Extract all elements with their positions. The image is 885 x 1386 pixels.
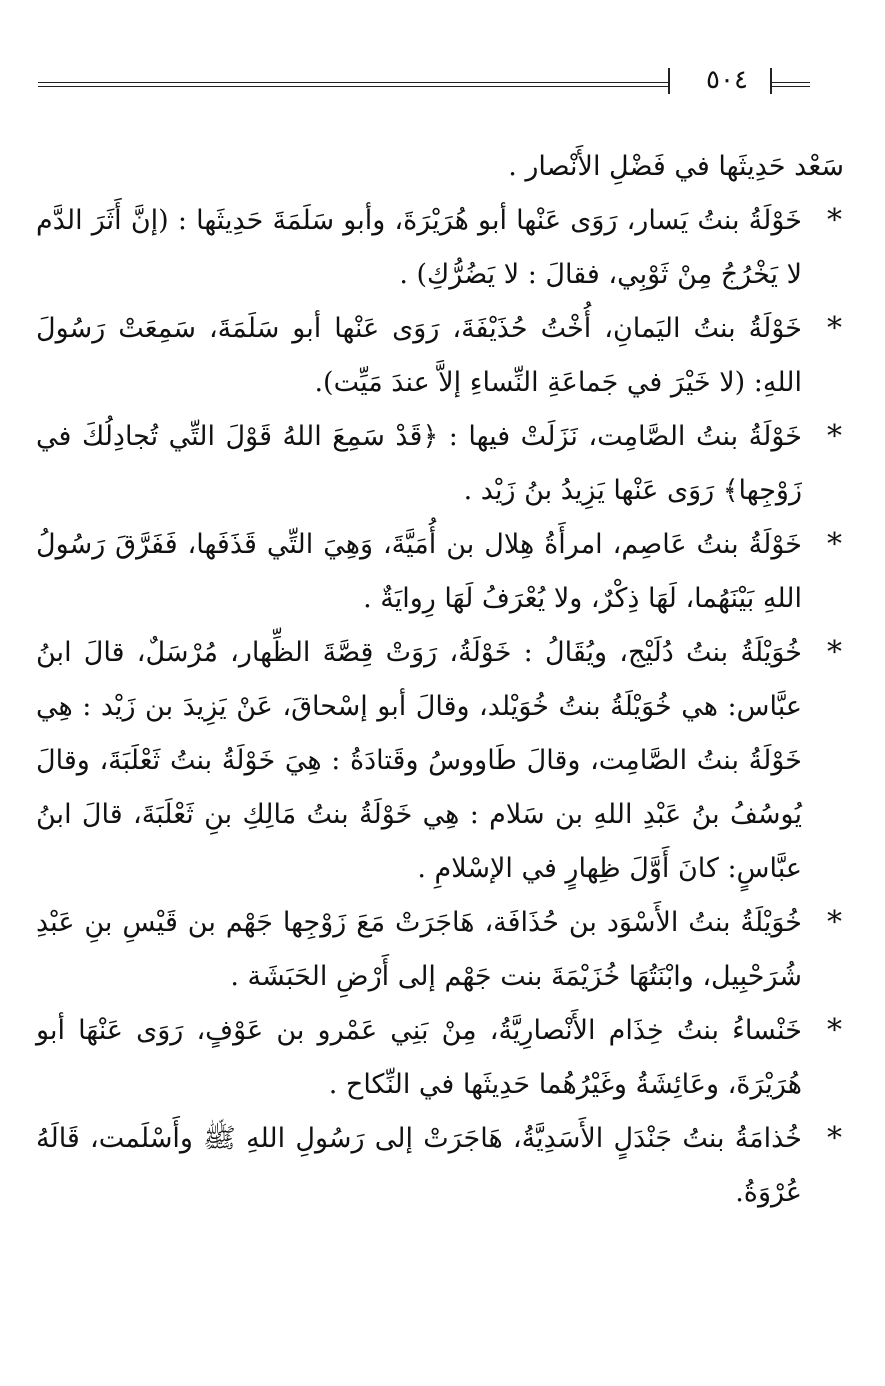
entry-khawla-asim <box>36 518 844 626</box>
asterisk-icon: * <box>827 905 842 940</box>
entry-text: خَنْساءُ بنتُ خِذَام الأَنْصارِيَّةُ، مِنْ بَنِي عَمْرو بن عَوْفٍ، رَوَى عَنْهَا أبو هُرَيْرَةَ، وعَائِشَةُ وغَيْرُهُما حَدِيثَها في النِّكاح . <box>36 1015 802 1100</box>
entry-text: خَوْلَةُ بنتُ يَسار، رَوَى عَنْها أبو هُرَيْرَةَ، وأبو سَلَمَةَ حَدِيثَها : (إنَّ أَثَرَ الدَّم لا يَخْرُجُ مِنْ ثَوْبِي، فقالَ : لا يَضُرُّكِ) . <box>36 205 802 290</box>
entry-khawla-yaman <box>36 302 844 410</box>
header-rule-left <box>38 82 668 83</box>
entry-khawla-samit <box>36 410 844 518</box>
asterisk-icon: * <box>827 1013 842 1048</box>
page-number: ٥٠٤ <box>706 65 748 95</box>
entry-khawla-yasar <box>36 194 844 302</box>
entry-khansa-khidham <box>36 1004 844 1112</box>
entry-text: خَوْلَةُ بنتُ اليَمانِ، أُخْتُ حُذَيْفَةَ، رَوَى عَنْها أبو سَلَمَةَ، سَمِعَتْ رَسُولَ اللهِ: (لا خَيْرَ في جَماعَةِ النِّساءِ إلاَّ عندَ مَيِّت). <box>36 313 802 398</box>
asterisk-icon: * <box>827 527 842 562</box>
entry-khudhama-jandal <box>36 1112 844 1220</box>
entry-text: خُذامَةُ بنتُ جَنْدَلٍ الأَسَدِيَّةُ، هَاجَرَتْ إلى رَسُولِ اللهِ ﷺ وأَسْلَمت، قَالَهُ عُرْوَةُ. <box>36 1123 802 1208</box>
asterisk-icon: * <box>827 203 842 238</box>
asterisk-icon: * <box>827 635 842 670</box>
entry-khuwayla-dulayj <box>36 626 844 896</box>
entry-khuwayla-aswad <box>36 896 844 1004</box>
entry-text: خَوْلَةُ بنتُ عَاصِم، امرأَةُ هِلال بن أُمَيَّةَ، وَهِيَ التِّي قَذَفَها، فَفَرَّقَ رَسُولُ اللهِ بَيْنَهُما، لَهَا ذِكْرٌ، ولا يُعْرَفُ لَهَا رِوايَةٌ . <box>36 529 802 614</box>
page-header <box>38 62 810 98</box>
page-body <box>36 140 844 1220</box>
asterisk-icon: * <box>827 311 842 346</box>
asterisk-icon: * <box>827 419 842 454</box>
opening-paragraph: سَعْد حَدِيثَها في فَضْلِ الأَنْصار . <box>508 151 844 182</box>
entry-text: خُوَيْلَةُ بنتُ الأَسْوَد بن حُذَافَة، هَاجَرَتْ مَعَ زَوْجِها جَهْم بن قَيْسِ بنِ عَبْدِ شُرَحْبِيل، وابْنَتُهَا خُزَيْمَةَ بنت جَهْم إلى أَرْضِ الحَبَشَة . <box>36 907 802 992</box>
entry-text: خَوْلَةُ بنتُ الصَّامِت، نَزَلَتْ فيها : ﴿قَدْ سَمِعَ اللهُ قَوْلَ التِّي تُجادِلُكَ في زَوْجِها﴾ رَوَى عَنْها يَزِيدُ بنُ زَيْد . <box>36 421 802 506</box>
header-rule-right <box>772 82 810 83</box>
header-separator-left <box>668 68 670 94</box>
header-separator-right <box>770 68 772 94</box>
asterisk-icon: * <box>827 1121 842 1156</box>
entry-text: خُوَيْلَةُ بنتُ دُلَيْج، ويُقَالُ : خَوْلَةُ، رَوَتْ قِصَّةَ الظِّهار، مُرْسَلٌ، قالَ ابنُ عبَّاس: هي خُوَيْلَةُ بنتُ خُوَيْلد، وقالَ أبو إسْحاقَ، عَنْ يَزِيدَ بن زَيْد : هِي خَوْلَةُ بنتُ الصَّامِت، وقالَ طَاووسُ وقَتادَةُ : هِيَ خَوْلَةُ بنتُ ثَعْلَبَةَ، وقالَ يُوسُفُ بنُ عَبْدِ اللهِ بن سَلام : هِي خَوْلَةُ بنتُ مَالِكِ بنِ ثَعْلَبَةَ، قالَ ابنُ عبَّاسٍ: كانَ أَوَّلَ ظِهارٍ في الإسْلامِ . <box>36 637 802 884</box>
